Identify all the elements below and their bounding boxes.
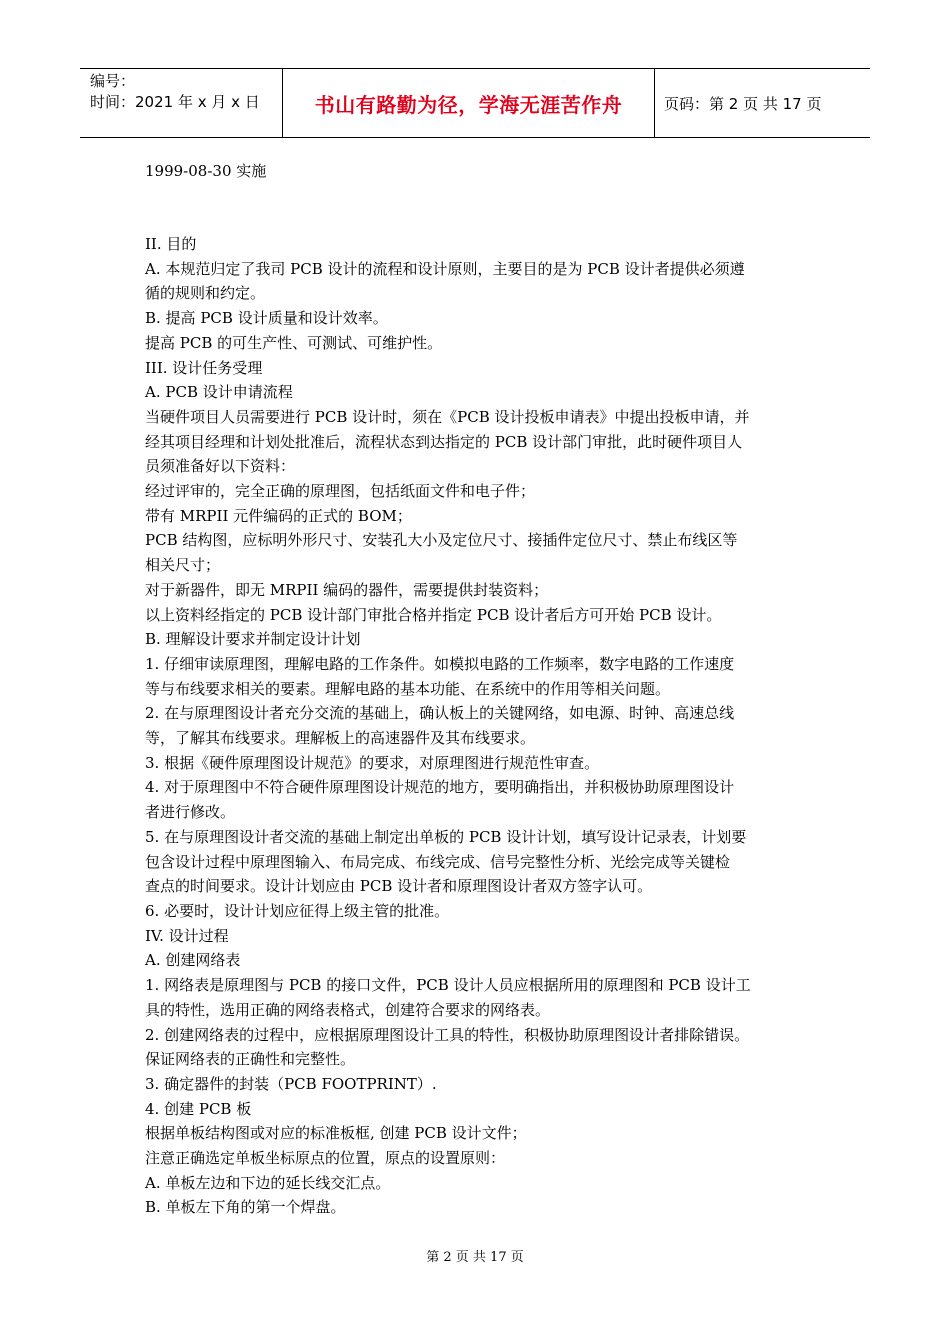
text-line: 2. 在与原理图设计者充分交流的基础上，确认板上的关键网络，如电源、时钟、高速总线 — [145, 704, 735, 723]
page-footer: 第 2 页 共 17 页 — [426, 1250, 524, 1265]
header-meta — [80, 69, 282, 137]
text-line: 包含设计过程中原理图输入、布局完成、布线完成、信号完整性分析、光绘完成等关键检 — [145, 852, 731, 871]
text-line: 1. 仔细审读原理图，理解电路的工作条件。如模拟电路的工作频率，数字电路的工作速度 — [145, 654, 735, 673]
text-line: 4. 创建 PCB 板 — [145, 1099, 252, 1118]
text-line: A. 单板左边和下边的延长线交汇点。 — [145, 1173, 391, 1192]
motto: 书山有路勤为径，学海无涯苦作舟 — [314, 92, 623, 117]
text-line: 1. 网络表是原理图与 PCB 的接口文件，PCB 设计人员应根据所用的原理图和 PCB 设计工 — [145, 976, 751, 995]
time-label: 时间：2021 年 x 月 x 日 — [90, 93, 260, 111]
text-line: B. 单板左下角的第一个焊盘。 — [145, 1198, 346, 1217]
text-line: 3. 根据《硬件原理图设计规范》的要求，对原理图进行规范性审查。 — [145, 753, 600, 772]
text-line: 员须准备好以下资料： — [145, 457, 296, 476]
text-line: A. PCB 设计申请流程 — [145, 383, 293, 402]
text-line: A. 创建网络表 — [145, 951, 241, 970]
text-line: 经其项目经理和计划处批准后，流程状态到达指定的 PCB 设计部门审批，此时硬件项目人 — [145, 432, 743, 451]
text-line: 注意正确选定单板坐标原点的位置，原点的设置原则： — [145, 1149, 506, 1168]
text-line: 根据单板结构图或对应的标准板框, 创建 PCB 设计文件； — [145, 1124, 527, 1143]
text-line: PCB 结构图，应标明外形尺寸、安装孔大小及定位尺寸、接插件定位尺寸、禁止布线区等 — [145, 531, 738, 550]
text-line: 当硬件项目人员需要进行 PCB 设计时，须在《PCB 设计投板申请表》中提出投板申请，并 — [145, 407, 750, 426]
text-line: B. 理解设计要求并制定设计计划 — [145, 630, 361, 649]
text-line: 5. 在与原理图设计者交流的基础上制定出单板的 PCB 设计计划，填写设计记录表，计划要 — [145, 827, 747, 846]
text-line: 等，了解其布线要求。理解板上的高速器件及其布线要求。 — [145, 729, 536, 748]
text-line: II. 目的 — [145, 235, 197, 253]
text-line: 3. 确定器件的封装（PCB FOOTPRINT）. — [145, 1074, 437, 1093]
implementation-date: 1999-08-30 实施 — [145, 162, 267, 180]
text-line: 4. 对于原理图中不符合硬件原理图设计规范的地方，要明确指出，并积极协助原理图设计 — [145, 778, 735, 797]
number-label: 编号： — [90, 72, 136, 90]
text-line: 者进行修改。 — [145, 803, 236, 822]
document-body — [145, 232, 813, 1220]
page-number-label: 页码：第 2 页 共 17 页 — [664, 94, 822, 113]
text-line: A. 本规范归定了我司 PCB 设计的流程和设计原则，主要目的是为 PCB 设计者提供必须遵 — [145, 259, 745, 278]
text-line: B. 提高 PCB 设计质量和设计效率。 — [145, 309, 388, 328]
text-line: 相关尺寸； — [145, 556, 221, 575]
text-line: 等与布线要求相关的要素。理解电路的基本功能、在系统中的作用等相关问题。 — [145, 679, 671, 698]
header-motto-cell — [282, 69, 655, 137]
text-line: 查点的时间要求。设计计划应由 PCB 设计者和原理图设计者双方签字认可。 — [145, 877, 653, 896]
text-line: 提高 PCB 的可生产性、可测试、可维护性。 — [145, 333, 443, 352]
text-line: IV. 设计过程 — [145, 926, 229, 945]
page-header — [80, 68, 870, 138]
text-line: 保证网络表的正确性和完整性。 — [145, 1050, 356, 1069]
text-line: 循的规则和约定。 — [145, 284, 266, 303]
text-line: 经过评审的，完全正确的原理图，包括纸面文件和电子件； — [145, 482, 536, 501]
header-page-cell — [655, 69, 870, 137]
text-line: 6. 必要时，设计计划应征得上级主管的批准。 — [145, 901, 450, 920]
text-line: 对于新器件，即无 MRPII 编码的器件，需要提供封装资料； — [145, 580, 549, 599]
text-line: 具的特性，选用正确的网络表格式，创建符合要求的网络表。 — [145, 1000, 551, 1019]
text-line: 以上资料经指定的 PCB 设计部门审批合格并指定 PCB 设计者后方可开始 PCB 设计。 — [145, 605, 722, 624]
text-line: 2. 创建网络表的过程中，应根据原理图设计工具的特性，积极协助原理图设计者排除错误。 — [145, 1025, 750, 1044]
text-line: 带有 MRPII 元件编码的正式的 BOM； — [145, 506, 412, 525]
text-line: III. 设计任务受理 — [145, 358, 263, 377]
